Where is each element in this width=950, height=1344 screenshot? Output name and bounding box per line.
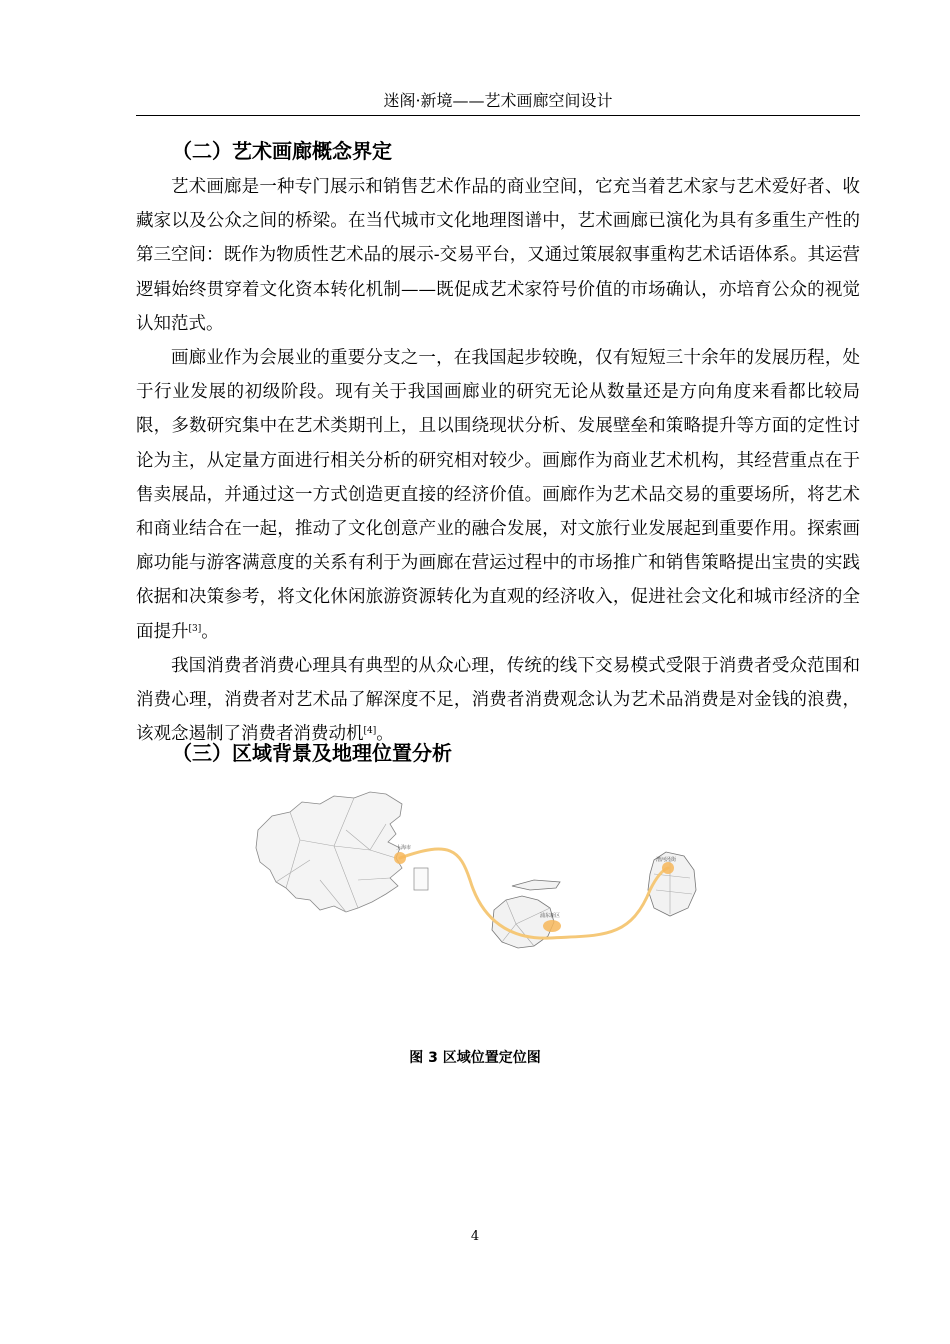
district-marker: [662, 862, 674, 874]
section-heading-gallery-concept: （二）艺术画廊概念界定: [172, 139, 392, 163]
running-header: 迷阁·新境——艺术画廊空间设计: [383, 91, 613, 110]
paragraph-3-end: 。: [376, 724, 394, 745]
paragraph-2-end: 。: [201, 621, 219, 642]
shanghai-label: 上海市: [396, 845, 412, 851]
paragraph-2-text: 画廊业作为会展业的重要分支之一，在我国起步较晚，仅有短短三十余年的发展历程，处于行业发展的初级阶段。现有关于我国画廊业的研究无论从数量还是方向角度来看都比较局限，多数研究集中在艺术类期刊上，且以围绕现状分析、发展壁垒和策略提升等方面的定性讨论为主，从定量方面进行相关分析的研究相对较少。画廊作为商业艺术机构，其经营重点在于售卖展品，并通过这一方式创造更直接的经济价值。画廊作为艺术品交易的重要场所，将艺术和商业结合在一起，推动了文化创意产业的融合发展，对文旅行业发展起到重要作用。探索画廊功能与游客满意度的关系有利于为画廊在营运过程中的市场推广和销售策略提出宝贵的实践依据和决策参考，将文化休闲旅游资源转化为直观的经济收入，促进社会文化和城市经济的全面提升: [136, 348, 860, 642]
header-rule: [136, 115, 860, 116]
district-label: 漕河泾街: [656, 857, 677, 863]
location-map: [250, 790, 730, 960]
figure-caption: 图 3 区域位置定位图: [409, 1050, 541, 1066]
chongming-island: [512, 880, 560, 890]
section2-body: [136, 170, 860, 751]
shanghai-map-outline: [492, 896, 554, 948]
shanghai-marker: [394, 852, 406, 864]
paragraph-1: 艺术画廊是一种专门展示和销售艺术作品的商业空间，它充当着艺术家与艺术爱好者、收藏家以及公众之间的桥梁。在当代城市文化地理图谱中，艺术画廊已演化为具有多重生产性的第三空间：既作为物质性艺术品的展示-交易平台，又通过策展叙事重构艺术话语体系。其运营逻辑始终贯穿着文化资本转化机制——既促成艺术家符号价值的市场确认，亦培育公众的视觉认知范式。: [136, 177, 860, 334]
location-map-figure: [250, 790, 730, 960]
south-china-sea-inset: [414, 868, 428, 890]
paragraph-3-text: 我国消费者消费心理具有典型的从众心理，传统的线下交易模式受限于消费者受众范围和消费心理，消费者对艺术品了解深度不足，消费者消费观念认为艺术品消费是对金钱的浪费，该观念遏制了消费者消费动机: [136, 655, 860, 745]
section-heading-regional-background: （三）区域背景及地理位置分析: [172, 741, 452, 765]
pudong-label: 浦东新区: [540, 913, 561, 919]
pudong-marker: [543, 920, 561, 932]
citation-4: [4]: [363, 726, 377, 737]
paragraph-2: [136, 341, 860, 649]
citation-3: [3]: [188, 623, 202, 634]
china-map-outline: [256, 792, 402, 912]
paragraph-3: [136, 649, 860, 752]
page-number: 4: [470, 1229, 480, 1244]
